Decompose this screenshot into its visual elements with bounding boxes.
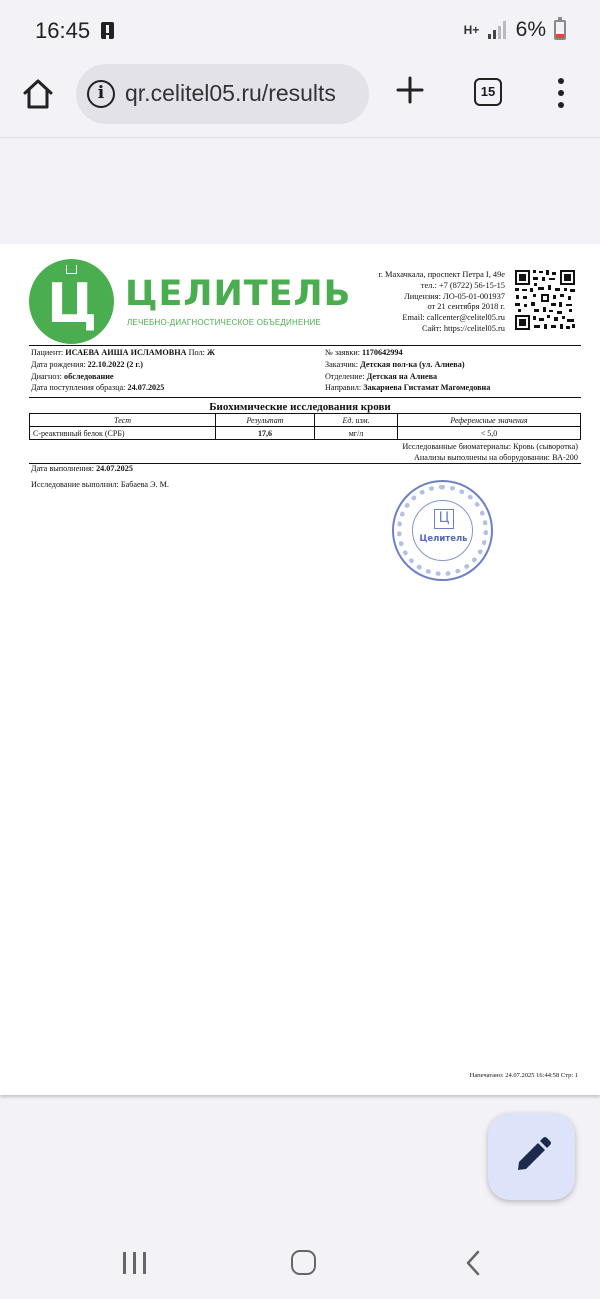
table-header: Референсные значения	[398, 414, 581, 427]
home-nav-button[interactable]	[291, 1250, 316, 1275]
lab-report-page	[0, 244, 600, 1095]
clinic-logo-icon: Ц	[29, 259, 114, 344]
signal-icon	[488, 21, 508, 39]
order-number: 1170642994	[362, 348, 403, 357]
diagnosis-label: Диагноз:	[31, 371, 62, 381]
referrer: Закариева Гистамат Магомедовна	[363, 383, 491, 393]
order-info	[325, 347, 490, 394]
divider	[29, 397, 581, 398]
test-name: С-реактивный белок (СРБ)	[30, 427, 216, 440]
contact-line: Email: callcenter@celitel05.ru	[402, 313, 505, 323]
results-table	[29, 413, 581, 440]
table-header: Ед. изм.	[315, 414, 398, 427]
status-time: 16:45	[35, 18, 91, 43]
stamp-logo-icon: Ц	[434, 509, 454, 529]
qr-code-icon	[514, 269, 576, 331]
patient-info	[31, 347, 215, 394]
clinic-contacts	[378, 270, 505, 335]
patient-sex: Ж	[206, 348, 216, 357]
edit-button[interactable]	[488, 1113, 575, 1200]
clinic-name: ЦЕЛИТЕЛЬ	[125, 274, 352, 314]
home-button[interactable]	[20, 76, 56, 112]
status-bar	[0, 0, 600, 62]
url-text[interactable]: qr.celitel05.ru/results	[125, 80, 336, 106]
network-type-icon: H+	[463, 22, 480, 37]
patient-label: Пациент:	[31, 348, 64, 357]
address-bar[interactable]	[76, 64, 369, 124]
clinic-tagline: ЛЕЧЕБНО-ДИАГНОСТИЧЕСКОЕ ОБЪЕДИНЕНИЕ	[127, 318, 321, 327]
sex-label: Пол:	[188, 348, 205, 357]
alert-notification-icon	[101, 22, 114, 39]
completion-label: Дата выполнения:	[31, 464, 95, 473]
back-button[interactable]	[466, 1250, 480, 1276]
diagnosis: обследование	[64, 371, 114, 381]
clinic-stamp	[392, 480, 493, 581]
table-header: Тест	[30, 414, 216, 427]
more-menu-button[interactable]	[556, 78, 568, 108]
section-title: Биохимические исследования крови	[209, 401, 391, 413]
table-row	[30, 427, 581, 440]
new-tab-button[interactable]	[394, 74, 426, 106]
test-reference: < 5,0	[398, 427, 581, 440]
performed-by: Исследование выполнил: Бабаева Э. М.	[31, 479, 169, 489]
sample-date: 24.07.2025	[127, 383, 165, 393]
divider	[29, 345, 581, 346]
test-unit: мг/л	[315, 427, 398, 440]
order-label: № заявки:	[325, 348, 360, 357]
site-info-icon[interactable]: i	[87, 80, 115, 108]
contact-line: Сайт: https://celitel05.ru	[421, 323, 505, 333]
customer: Детская пол-ка (ул. Алиева)	[360, 359, 465, 369]
completion-date: 24.07.2025	[96, 464, 133, 473]
contact-line: тел.: +7 (8722) 56-15-15	[420, 280, 505, 290]
plus-icon	[394, 74, 426, 106]
customer-label: Заказчик:	[325, 359, 359, 369]
patient-name: ИСАЕВА АИША ИСЛАМОВНА	[65, 348, 187, 357]
home-icon	[20, 76, 56, 112]
contact-line: г. Махачкала, проспект Петра I, 49е	[378, 270, 505, 279]
table-header-row	[30, 414, 581, 427]
battery-percent: 6%	[515, 18, 546, 41]
equipment-note: Анализы выполнены на оборудовании: ВА-200	[414, 453, 578, 462]
birth-date: 22.10.2022 (2 г.)	[87, 359, 143, 369]
sample-date-label: Дата поступления образца:	[31, 383, 126, 393]
contact-line: Лицензия: ЛО-05-01-001937	[404, 291, 505, 301]
department: Детская на Алиева	[366, 371, 438, 381]
department-label: Отделение:	[325, 371, 365, 381]
birth-label: Дата рождения:	[31, 359, 86, 369]
table-header: Результат	[216, 414, 315, 427]
battery-icon	[554, 20, 566, 40]
stamp-label: Целитель	[419, 534, 468, 544]
recents-button[interactable]	[123, 1252, 147, 1274]
biomaterial-note: Исследованные биоматериалы: Кровь (сыворотка)	[402, 442, 578, 451]
status-indicators	[464, 18, 566, 42]
pencil-icon	[488, 1113, 575, 1200]
completion-info	[31, 463, 169, 491]
back-icon	[466, 1250, 480, 1276]
tab-switcher-button[interactable]: 15	[474, 78, 502, 106]
browser-toolbar	[0, 62, 600, 138]
contact-line: от 21 сентября 2018 г.	[427, 302, 505, 312]
system-nav-bar	[0, 1230, 600, 1299]
test-result: 17,6	[216, 427, 315, 440]
referrer-label: Направил:	[325, 383, 362, 393]
print-timestamp: Напечатано: 24.07.2025 16:44:58 Стр: 1	[469, 1072, 578, 1079]
